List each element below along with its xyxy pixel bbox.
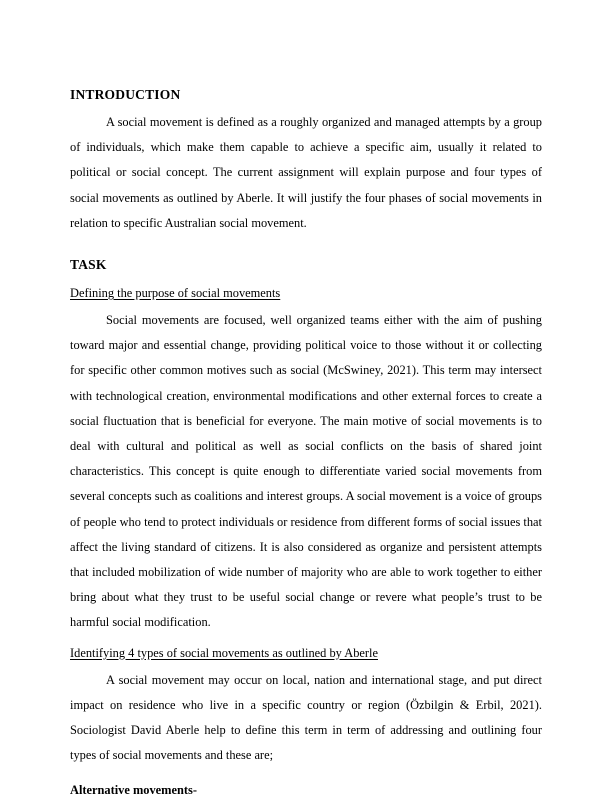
section-heading-task: TASK [70, 257, 107, 273]
paragraph-purpose-of-social-movements: Social movements are focused, well organized teams either with the aim of pushing toward major and essential change, providing political voice to those without it or collecting for specific other common motives such as social (McSwiney, 2021). This term may intersect with technological creation, environmental modifications and other external forces to create a social fluctuation that is beneficial for everyone. The main motive of social movements is to deal with cultural and political as well as social conflicts on the basis of shared joint characteristics. This concept is quite enough to differentiate varied social movements from several concepts such as coalitions and interest groups. A social movement is a voice of groups of people who tend to protect individuals or residence from different forms of social issues that affect the living standard of citizens. It is also considered as organize and persistent attempts that included mobilization of wide number of majority who are able to work together to either bring about what they trust to be useful social change or revere what people’s trust to be harmful social modification. [70, 313, 542, 630]
paragraph-introduction: A social movement is defined as a roughly organized and managed attempts by a group of individuals, which make them capable to achieve a specific aim, usually it related to political or social concept. The current assignment will explain purpose and four types of social movements as outlined by Aberle. It will justify the four phases of social movements in relation to specific Australian social movement. [70, 115, 542, 230]
subheading-defining-purpose: Defining the purpose of social movements [70, 286, 281, 301]
section-heading-introduction: INTRODUCTION [70, 87, 181, 102]
paragraph-four-types: A social movement may occur on local, nation and international stage, and put direct impact on residence who live in a specific country or region (Özbilgin & Erbil, 2021). Sociologist David Aberle help to define this term in term of addressing and outlining four types of social movements and these are; [70, 672, 542, 763]
subheading-types-wrapper [70, 642, 542, 666]
subheading-identifying-four-types: Identifying 4 types of social movements as outlined by Aberle [70, 645, 378, 660]
label-alternative-movements: Alternative movements- [70, 783, 197, 798]
document-content [70, 84, 542, 803]
subheading-purpose-wrapper [70, 282, 542, 306]
